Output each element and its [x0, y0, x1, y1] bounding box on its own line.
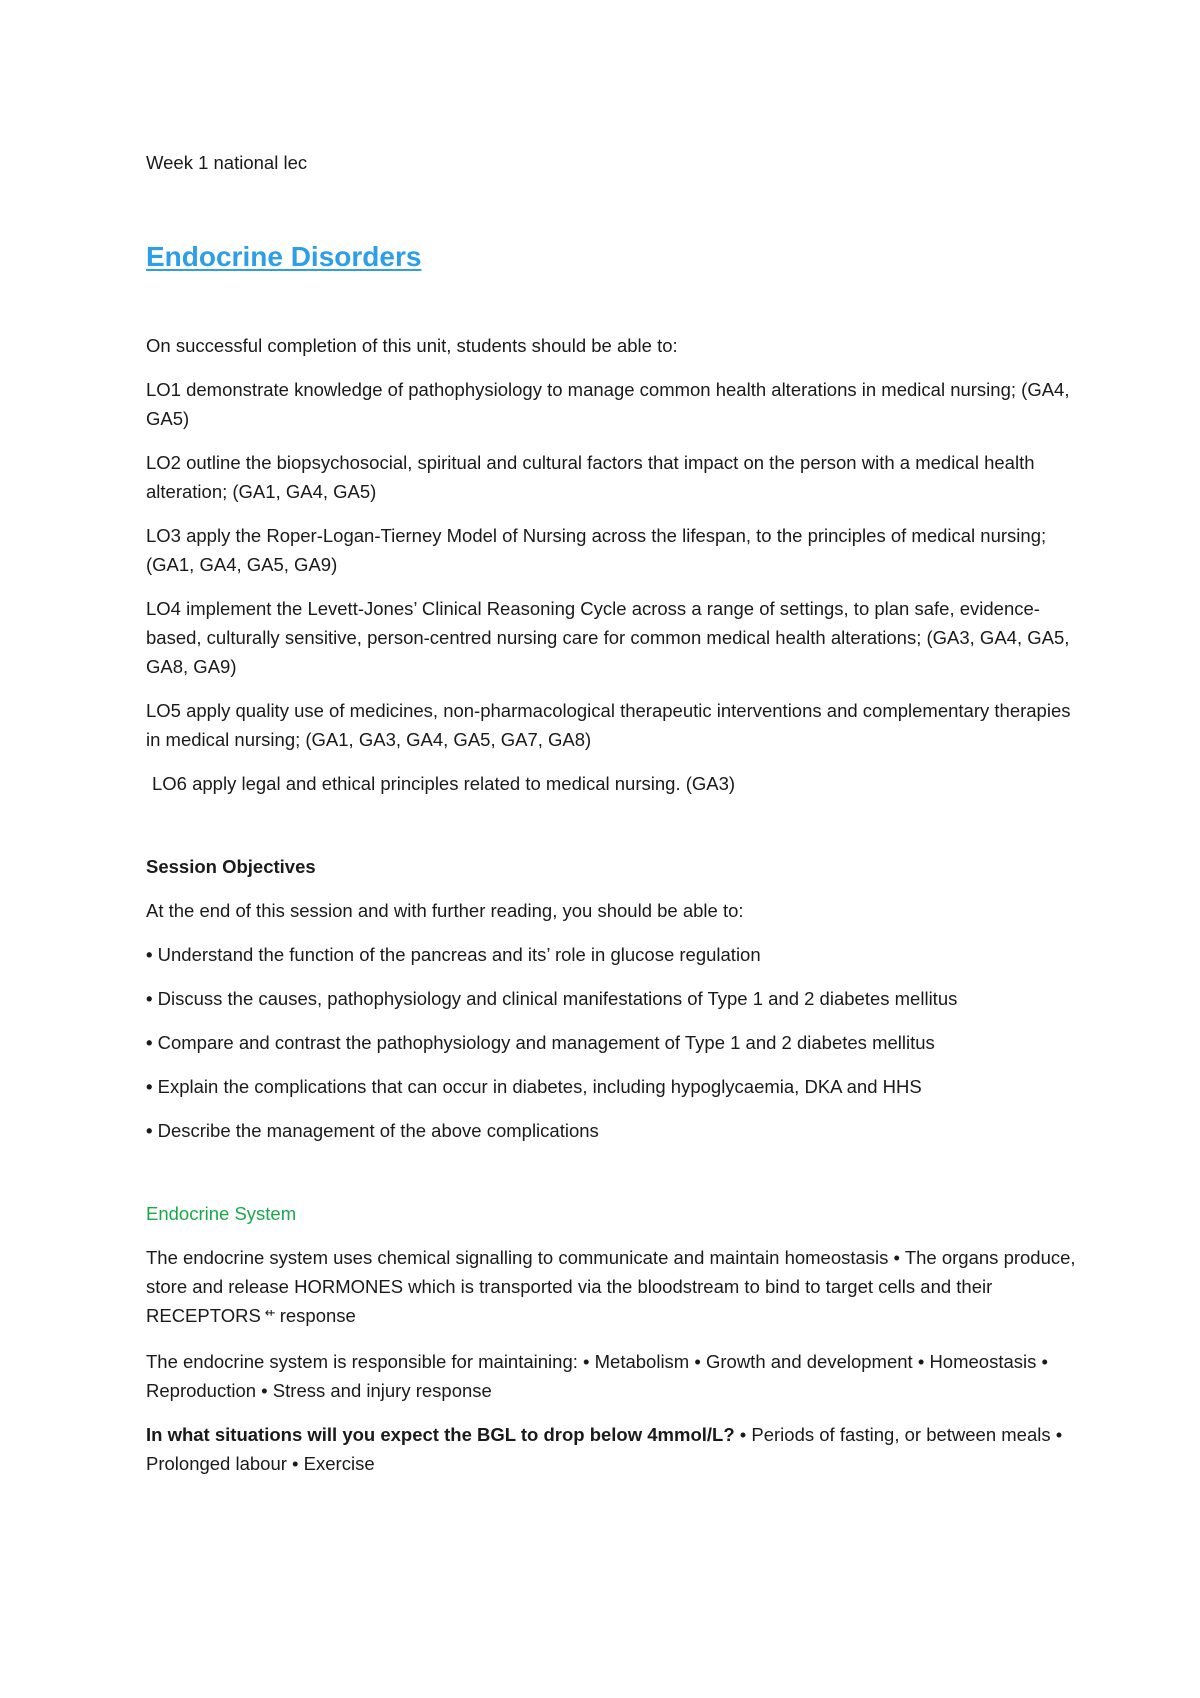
session-objective-text: Understand the function of the pancreas and its’ role in glucose regulation	[157, 944, 761, 965]
learning-outcome-lo3: LO3 apply the Roper-Logan-Tierney Model of Nursing across the lifespan, to the principles of medical nursing; (GA1, GA4, GA5, GA9)	[146, 525, 1047, 575]
bgl-question-paragraph	[146, 1420, 1076, 1478]
session-objective-text: Explain the complications that can occur in diabetes, including hypoglycaemia, DKA and HHS	[157, 1076, 922, 1097]
session-objective-item	[146, 984, 1076, 1013]
bullet-icon: •	[146, 1032, 153, 1053]
learning-outcome-lo4: LO4 implement the Levett-Jones’ Clinical Reasoning Cycle across a range of settings, to plan safe, evidence-based, culturally sensitive, person-centred nursing care for common medical health alterations; (GA3, GA4, GA5, GA8, GA9)	[146, 598, 1070, 677]
learning-outcome-lo5: LO5 apply quality use of medicines, non-pharmacological therapeutic interventions and complementary therapies in medical nursing; (GA1, GA3, GA4, GA5, GA7, GA8)	[146, 700, 1071, 750]
document-title: Endocrine Disorders	[146, 241, 422, 272]
learning-outcome-lo6: LO6 apply legal and ethical principles related to medical nursing. (GA3)	[152, 773, 736, 794]
learning-outcome-lo2: LO2 outline the biopsychosocial, spiritual and cultural factors that impact on the person with a medical health alteration; (GA1, GA4, GA5)	[146, 452, 1035, 502]
session-objective-item	[146, 940, 1076, 969]
endocrine-paragraph-tail: response	[279, 1305, 356, 1326]
session-objectives-heading: Session Objectives	[146, 856, 316, 877]
session-objective-text: Discuss the causes, pathophysiology and clinical manifestations of Type 1 and 2 diabetes mellitus	[157, 988, 958, 1009]
session-intro: At the end of this session and with further reading, you should be able to:	[146, 900, 744, 921]
bullet-icon: •	[146, 1120, 153, 1141]
endocrine-paragraph-text: The endocrine system uses chemical signalling to communicate and maintain homeostasis • The organs produce, store and release HORMONES which is transported via the bloodstream to bind to target cells and their RECEPTORS	[146, 1247, 1076, 1326]
unit-intro: On successful completion of this unit, students should be able to:	[146, 335, 678, 356]
session-objective-item	[146, 1028, 1076, 1057]
bullet-icon: •	[146, 944, 153, 965]
bullet-icon: •	[146, 1076, 153, 1097]
document-content	[146, 148, 1076, 1478]
bgl-question: In what situations will you expect the BGL to drop below 4mmol/L?	[146, 1424, 735, 1445]
arrow-icon: ⇷	[264, 1305, 276, 1320]
endocrine-responsibilities-paragraph: The endocrine system is responsible for maintaining: • Metabolism • Growth and development • Homeostasis • Reproduction • Stress and injury response	[146, 1351, 1048, 1401]
learning-outcome-lo1: LO1 demonstrate knowledge of pathophysiology to manage common health alterations in medical nursing; (GA4, GA5)	[146, 379, 1070, 429]
endocrine-system-heading: Endocrine System	[146, 1203, 297, 1224]
bgl-answer: • Periods of fasting, or between meals • Prolonged labour • Exercise	[146, 1424, 1063, 1474]
session-objective-text: Describe the management of the above complications	[157, 1120, 599, 1141]
session-objective-text: Compare and contrast the pathophysiology and management of Type 1 and 2 diabetes mellitus	[157, 1032, 935, 1053]
bullet-icon: •	[146, 988, 153, 1009]
session-objective-item	[146, 1116, 1076, 1145]
endocrine-system-paragraph	[146, 1243, 1076, 1332]
lecture-label: Week 1 national lec	[146, 152, 308, 173]
session-objective-item	[146, 1072, 1076, 1101]
